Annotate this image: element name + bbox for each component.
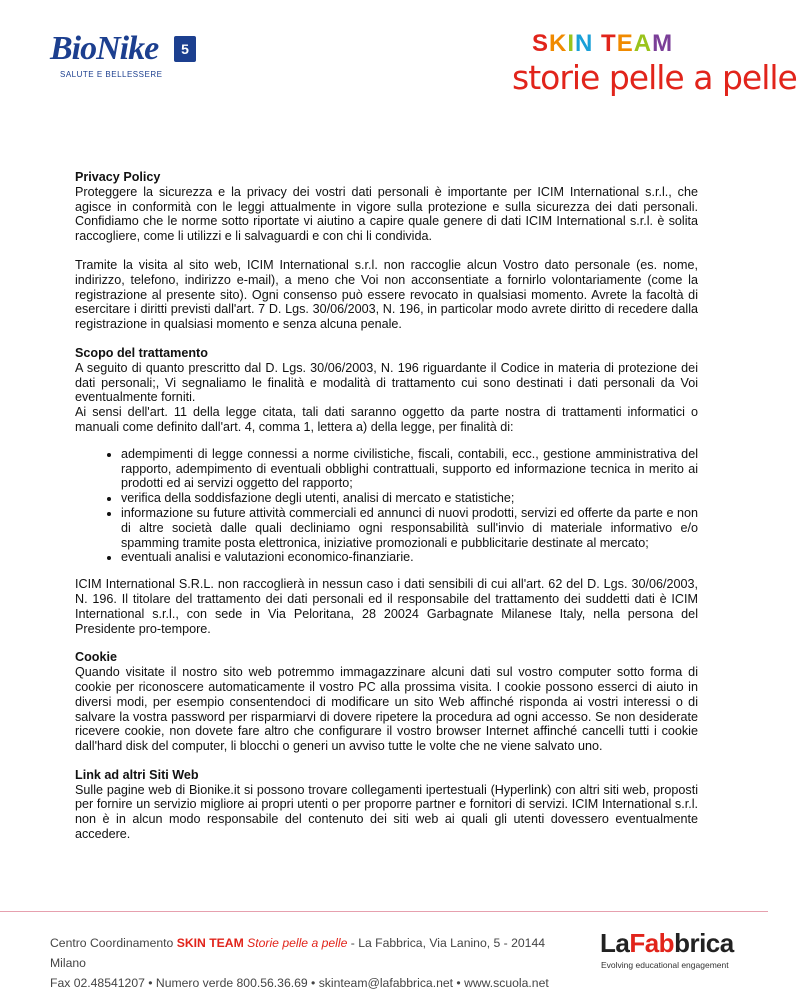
scope-paragraph-3: ICIM International S.R.L. non raccoglierà in nessun caso i dati sensibili di cui all'art. 62 del D. Lgs. 30/06/2003, N. 196. Il titolare del trattamento dei dati personali ed il responsabile del trattamento dei suddetti dati è ICIM International s.r.l., con sede in Via Peloritana, 28 20024 Garbagnate Milanese Italy, nella persona del Presidente pro-tempore.	[75, 577, 698, 636]
skin-team-letter: I	[567, 30, 576, 57]
lafabbrica-tagline: Evolving educational engagement	[601, 960, 729, 970]
list-item: • adempimenti di legge connessi a norme civilistiche, fiscali, contabili, ecc., gestione amministrativa del rapporto, adempimento di eventuali obblighi contrattuali, supporto ed informazione tecnica in merito ai prodotti ed ai servizi oggetto del rapporto;	[121, 447, 698, 491]
skin-team-letter: K	[549, 30, 568, 57]
scope-heading: Scopo del trattamento	[75, 345, 208, 360]
list-item: • eventuali analisi e valutazioni economico-finanziarie.	[121, 550, 698, 565]
lafabbrica-logo	[600, 928, 740, 978]
scope-bullet-list	[75, 447, 698, 565]
lafabbrica-part-3: brica	[674, 928, 734, 958]
list-item: • verifica della soddisfazione degli utenti, analisi di mercato e statistiche;	[121, 491, 698, 506]
footer-address: - La Fabbrica, Via Lanino, 5 - 20144 Milano	[50, 936, 546, 970]
privacy-paragraph-1: Proteggere la sicurezza e la privacy dei vostri dati personali è importante per ICIM International s.r.l., che agisce in conformità con le leggi attualmente in vigore sulla protezione e sulla sicurezza dei dati personali. Confidiamo che le norme sotto riportate vi aiutino a capire quale genere di dati ICIM International s.r.l. è solita raccogliere, come li utilizzi e li salvaguardi e con chi li condivida.	[75, 184, 698, 244]
skin-team-letter: N	[575, 30, 594, 57]
lafabbrica-wordmark	[600, 928, 734, 959]
skin-team-letter: A	[633, 30, 653, 57]
footer-line-2: Fax 02.48541207 • Numero verde 800.56.36.69 • skinteam@lafabbrica.net • www.scuola.net	[50, 976, 549, 990]
cookie-paragraph: Quando visitate il nostro sito web potremmo immagazzinare alcuni dati sul vostro computer sotto forma di cookie per riconoscere automaticamente il vostro PC alla prossima visita. I cookie possono esserci di aiuto in diversi modi, per esempio consentendoci di modificare un sito Web affinché risponda ai vostri interessi o di salvare la vostra password per risparmiarvi di dovere ripetere la procedura ad ogni accesso. Se non desiderate ricevere cookie, non dovete fare altro che configurare il vostro browser Internet affinché cancelli tutti i cookie dall'hard disk del computer, li blocchi o generi un avviso tutte le volte che ne viene salvato uno.	[75, 665, 698, 754]
footer-skin-team: SKIN TEAM	[176, 936, 244, 950]
privacy-heading: Privacy Policy	[75, 170, 161, 184]
footer-prefix: Centro Coordinamento	[50, 936, 177, 950]
bionike-logo	[50, 30, 200, 80]
policy-body	[75, 170, 698, 842]
skin-team-subtitle: storie pelle a pelle	[512, 58, 797, 97]
footer-contact	[50, 933, 570, 993]
cookie-heading: Cookie	[75, 650, 117, 665]
skin-team-letter: M	[652, 30, 674, 57]
skin-team-title	[532, 30, 673, 58]
page-header	[0, 0, 797, 110]
skin-team-letter: T	[601, 30, 617, 57]
bionike-logo-wordmark: BioNike	[50, 30, 159, 67]
scope-paragraph-2: Ai sensi dell'art. 11 della legge citata, tali dati saranno oggetto da parte nostra di trattamenti informatici o manuali come definito dall'art. 4, comma 1, lettera a) della legge, per finalità di:	[75, 405, 698, 434]
bionike-tagline: SALUTE E BELLESSERE	[60, 70, 163, 79]
list-item: • informazione su future attività commerciali ed annunci di nuovi prodotti, servizi ed offerte da parte e non di altre società dalle quali decliniamo ogni responsabilità sull'invio di materiale informativo e/o spamming tramite posta elettronica, iniziative promozionali e pubblicitarie destinate al mercato;	[121, 506, 698, 550]
lafabbrica-part-1: La	[600, 928, 630, 958]
lafabbrica-part-2: Fab	[629, 928, 675, 958]
links-heading: Link ad altri Siti Web	[75, 767, 199, 782]
footer-divider	[0, 911, 768, 912]
bionike-logo-badge: 5	[174, 36, 196, 62]
skin-team-logo	[512, 30, 797, 100]
privacy-paragraph-2: Tramite la visita al sito web, ICIM International s.r.l. non raccoglie alcun Vostro dato personale (es. nome, indirizzo, telefono, indirizzo e-mail), a meno che Voi non acconsentiate a fornirlo volontariamente (come la registrazione al presente sito). Ogni consenso può essere revocato in qualsiasi momento. Avrete la facoltà di esercitare i diritti previsti dall'art. 7 D. Lgs. 30/06/2003, N. 196, in particolar modo avrete diritto di recedere dalla registrazione in qualsiasi momento e senza alcuna penale.	[75, 257, 698, 332]
skin-team-letter: S	[532, 30, 550, 57]
links-paragraph: Sulle pagine web di Bionike.it si possono trovare collegamenti ipertestuali (Hyperlink) con altri siti web, proposti per fornire un servizio migliore ai propri utenti o per proporre partner e fornitori di servizi. ICIM International s.r.l. non è in alcun modo responsabile del contenuto dei siti web ai quali gli utenti dovessero eventualmente accedere.	[75, 782, 698, 842]
scope-paragraph-1: A seguito di quanto prescritto dal D. Lgs. 30/06/2003, N. 196 riguardante il Codice in materia di protezione dei dati personali;, Vi segnaliamo le finalità e modalità di trattamento cui sono destinati i dati personali da Voi eventualmente forniti.	[75, 360, 698, 405]
skin-team-letter	[593, 30, 601, 58]
skin-team-letter: E	[616, 30, 634, 57]
footer-line-1	[50, 933, 570, 973]
footer-storie: Storie pelle a pelle	[243, 936, 348, 950]
